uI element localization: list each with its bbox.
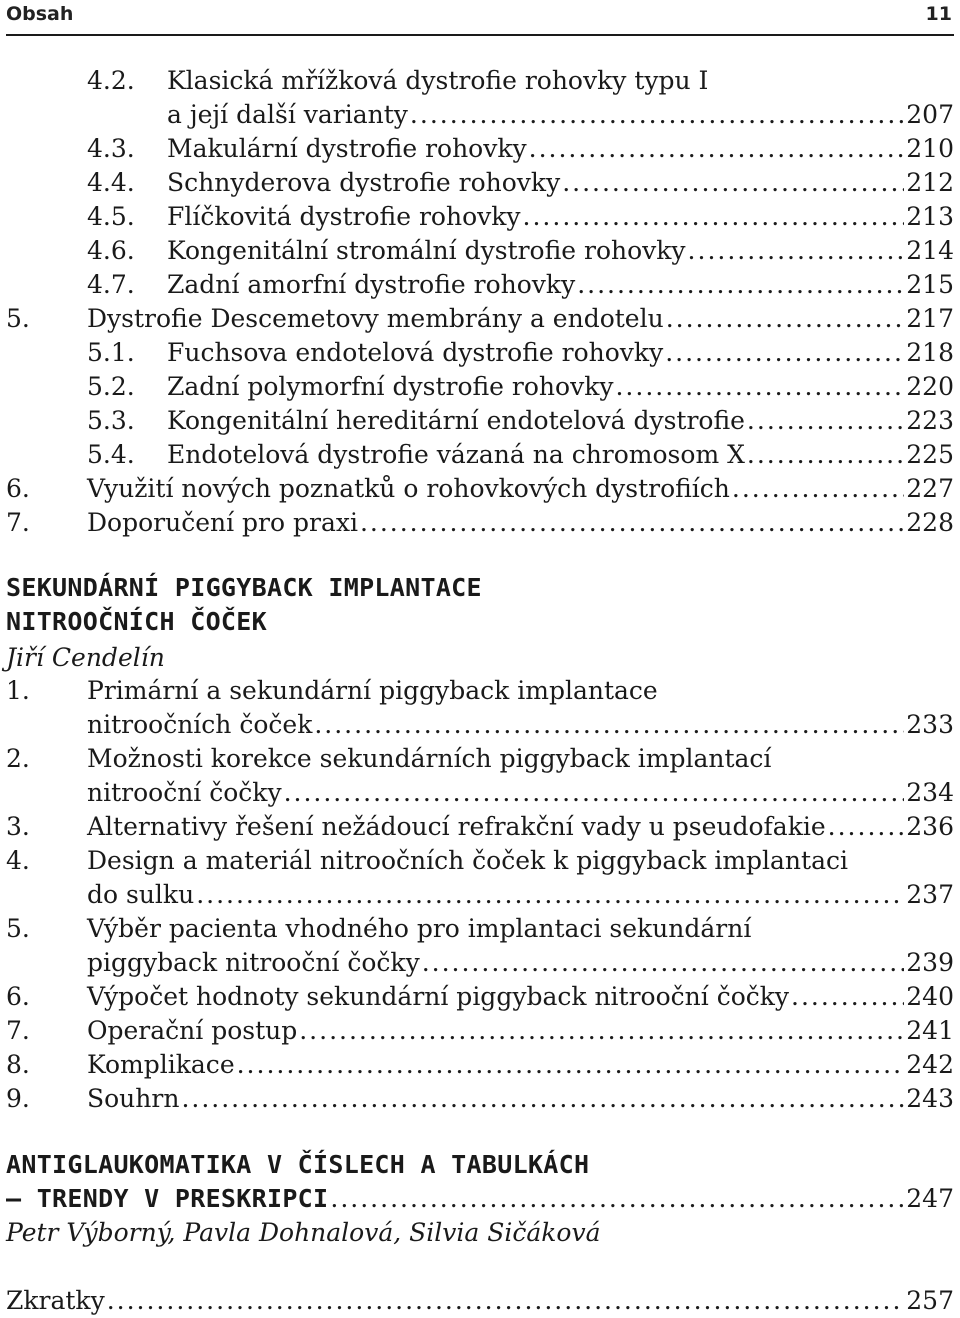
entry-page: 210: [906, 134, 954, 163]
entry-page: 239: [906, 948, 954, 977]
entry-number: 5.3.: [87, 406, 135, 435]
leader-dots: [410, 98, 904, 132]
leader-dots: [732, 472, 904, 506]
entry-number: 7.: [6, 1016, 30, 1045]
entry-page: 227: [906, 474, 954, 503]
entry-number: 9.: [6, 1084, 30, 1113]
entry-label: Výběr pacienta vhodného pro implantaci sekundární: [87, 914, 752, 943]
entry-page: 234: [906, 778, 954, 807]
entry-label: Fuchsova endotelová dystrofie rohovky: [167, 338, 664, 367]
toc-entry[interactable]: [0, 912, 960, 946]
toc-entry[interactable]: [0, 370, 960, 404]
toc-entry[interactable]: [0, 200, 960, 234]
toc-entry-zkratky[interactable]: [0, 1284, 960, 1318]
leader-dots: [284, 776, 905, 810]
toc-entry[interactable]: [0, 404, 960, 438]
toc-entry[interactable]: [0, 166, 960, 200]
entry-number: 6.: [6, 982, 30, 1011]
leader-dots: [523, 200, 905, 234]
entry-number: 8.: [6, 1050, 30, 1079]
toc-entry[interactable]: [0, 268, 960, 302]
toc-entry[interactable]: [0, 1014, 960, 1048]
entry-label: Endotelová dystrofie vázaná na chromosom X: [167, 440, 745, 469]
entry-number: 5.: [6, 914, 30, 943]
section-title-piggyback-line1: SEKUNDÁRNÍ PIGGYBACK IMPLANTACE: [6, 573, 482, 602]
entry-label: Makulární dystrofie rohovky: [167, 134, 527, 163]
entry-number: 4.5.: [87, 202, 135, 231]
entry-number: 1.: [6, 676, 30, 705]
leader-dots: [666, 302, 905, 336]
leader-dots: [747, 404, 904, 438]
entry-label: Zadní amorfní dystrofie rohovky: [167, 270, 576, 299]
entry-label: Zkratky: [6, 1286, 105, 1315]
entry-number: 4.2.: [87, 66, 135, 95]
entry-page: 257: [906, 1286, 954, 1315]
entry-label: Zadní polymorfní dystrofie rohovky: [167, 372, 614, 401]
entry-label: Výpočet hodnoty sekundární piggyback nitrooční čočky: [87, 982, 790, 1011]
entry-page: 240: [906, 982, 954, 1011]
entry-label: Komplikace: [87, 1050, 235, 1079]
toc-entry[interactable]: [0, 472, 960, 506]
toc-entry[interactable]: [0, 1082, 960, 1116]
entry-label: nitroočních čoček: [87, 710, 313, 739]
entry-label: nitrooční čočky: [87, 778, 282, 807]
entry-label: – TRENDY V PRESKRIPCI: [6, 1184, 329, 1213]
entry-page: 228: [906, 508, 954, 537]
toc-entry[interactable]: [0, 234, 960, 268]
toc-entry[interactable]: [0, 980, 960, 1014]
entry-page: 233: [906, 710, 954, 739]
leader-dots: [688, 234, 905, 268]
entry-page: 215: [906, 270, 954, 299]
entry-page: 213: [906, 202, 954, 231]
toc-entry[interactable]: [0, 708, 960, 742]
entry-page: 242: [906, 1050, 954, 1079]
leader-dots: [330, 1182, 904, 1216]
header-page-number: 11: [925, 3, 952, 25]
toc-entry[interactable]: [0, 64, 960, 98]
leader-dots: [196, 878, 904, 912]
entry-number: 4.6.: [87, 236, 135, 265]
leader-dots: [181, 1082, 904, 1116]
entry-label: Operační postup: [87, 1016, 298, 1045]
entry-number: 3.: [6, 812, 30, 841]
entry-number: 4.3.: [87, 134, 135, 163]
toc-entry[interactable]: [0, 674, 960, 708]
leader-dots: [577, 268, 904, 302]
toc-entry[interactable]: [0, 742, 960, 776]
entry-page: 241: [906, 1016, 954, 1045]
entry-number: 4.7.: [87, 270, 135, 299]
toc-entry[interactable]: [0, 776, 960, 810]
section-author-piggyback: Jiří Cendelín: [6, 643, 165, 672]
entry-label: piggyback nitrooční čočky: [87, 948, 420, 977]
entry-page: 236: [906, 812, 954, 841]
entry-label: do sulku: [87, 880, 195, 909]
entry-number: 4.: [6, 846, 30, 875]
entry-number: 5.4.: [87, 440, 135, 469]
toc-entry[interactable]: [0, 506, 960, 540]
entry-page: 225: [906, 440, 954, 469]
entry-page: 214: [906, 236, 954, 265]
toc-entry[interactable]: [0, 336, 960, 370]
entry-label: Flíčkovitá dystrofie rohovky: [167, 202, 521, 231]
entry-label: Design a materiál nitroočních čoček k piggyback implantaci: [87, 846, 848, 875]
entry-label: Doporučení pro praxi: [87, 508, 358, 537]
leader-dots: [107, 1284, 905, 1318]
entry-label: Primární a sekundární piggyback implantace: [87, 676, 658, 705]
toc-entry[interactable]: [0, 844, 960, 878]
toc-entry[interactable]: [0, 98, 960, 132]
leader-dots: [615, 370, 904, 404]
leader-dots: [299, 1014, 904, 1048]
entry-number: 4.4.: [87, 168, 135, 197]
entry-page: 207: [906, 100, 954, 129]
entry-page: 237: [906, 880, 954, 909]
entry-page: 243: [906, 1084, 954, 1113]
toc-entry[interactable]: [0, 438, 960, 472]
entry-label: Souhrn: [87, 1084, 180, 1113]
toc-entry[interactable]: [0, 302, 960, 336]
toc-entry[interactable]: [0, 1048, 960, 1082]
header-title: Obsah: [6, 3, 74, 25]
entry-number: 6.: [6, 474, 30, 503]
toc-entry[interactable]: [0, 878, 960, 912]
leader-dots: [791, 980, 904, 1014]
entry-page: 247: [906, 1184, 954, 1213]
leader-dots: [422, 946, 905, 980]
entry-page: 220: [906, 372, 954, 401]
entry-label: Dystrofie Descemetovy membrány a endotelu: [87, 304, 664, 333]
leader-dots: [360, 506, 904, 540]
entry-page: 212: [906, 168, 954, 197]
toc-entry[interactable]: [0, 946, 960, 980]
leader-dots: [529, 132, 905, 166]
leader-dots: [314, 708, 904, 742]
entry-page: 223: [906, 406, 954, 435]
section-title-antiglaukomatika-line1: ANTIGLAUKOMATIKA V ČÍSLECH A TABULKÁCH: [6, 1150, 590, 1179]
entry-label: Klasická mřížková dystrofie rohovky typu I: [167, 66, 709, 95]
section-authors-antiglaukomatika: Petr Výborný, Pavla Dohnalová, Silvia Sičáková: [6, 1218, 601, 1247]
entry-number: 5.1.: [87, 338, 135, 367]
toc-entry[interactable]: [0, 810, 960, 844]
entry-page: 218: [906, 338, 954, 367]
toc-entry[interactable]: [0, 132, 960, 166]
entry-label: Využití nových poznatků o rohovkových dystrofiích: [87, 474, 730, 503]
entry-label: a její další varianty: [167, 100, 408, 129]
leader-dots: [237, 1048, 905, 1082]
section-title-piggyback-line2: NITROOČNÍCH ČOČEK: [6, 607, 267, 636]
leader-dots: [562, 166, 904, 200]
entry-label: Možnosti korekce sekundárních piggyback implantací: [87, 744, 772, 773]
leader-dots: [828, 810, 905, 844]
running-header: [6, 0, 954, 36]
entry-page: 217: [906, 304, 954, 333]
entry-label: Kongenitální stromální dystrofie rohovky: [167, 236, 686, 265]
entry-label: Schnyderova dystrofie rohovky: [167, 168, 561, 197]
leader-dots: [665, 336, 904, 370]
entry-label: Kongenitální hereditární endotelová dystrofie: [167, 406, 745, 435]
entry-number: 2.: [6, 744, 30, 773]
entry-number: 5.2.: [87, 372, 135, 401]
entry-number: 5.: [6, 304, 30, 333]
entry-label: Alternativy řešení nežádoucí refrakční vady u pseudofakie: [87, 812, 826, 841]
toc-entry-antiglaukomatika[interactable]: [0, 1182, 960, 1216]
leader-dots: [747, 438, 904, 472]
entry-number: 7.: [6, 508, 30, 537]
